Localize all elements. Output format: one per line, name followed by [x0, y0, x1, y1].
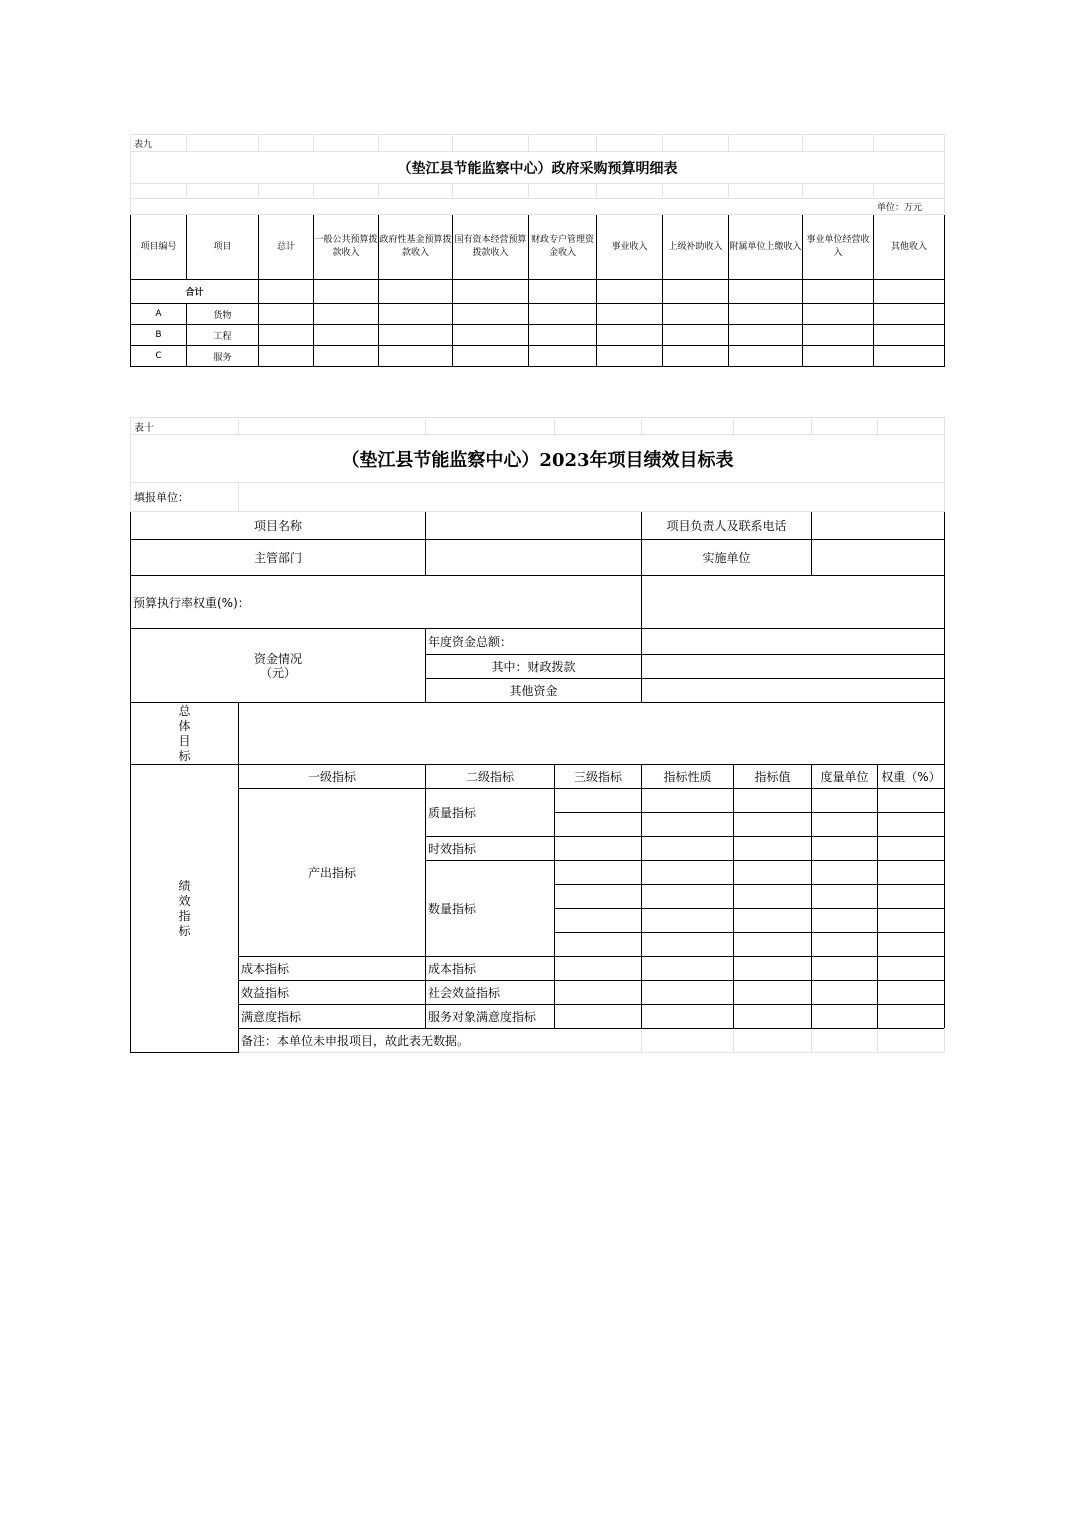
header-row [131, 215, 945, 280]
table-label: 表十 [131, 418, 239, 435]
header-cell: 总计 [259, 215, 314, 280]
unit-label: 单位：万元 [131, 199, 945, 215]
header-cell: 附属单位上缴收入 [729, 215, 803, 280]
annual-total-label: 年度资金总额： [426, 629, 642, 655]
indicator-header: 指标性质 [642, 765, 734, 789]
row-code: C [131, 346, 187, 367]
impl-unit-label: 实施单位 [642, 540, 812, 576]
header-cell: 财政专户管理资金收入 [529, 215, 597, 280]
header-cell: 项目 [187, 215, 259, 280]
header-cell: 一般公共预算拨款收入 [314, 215, 379, 280]
fiscal-label: 其中：财政拨款 [426, 655, 642, 679]
quantity-indicator: 数量指标 [426, 861, 555, 957]
cost-indicator-l2: 成本指标 [426, 957, 555, 981]
table-title: （垫江县节能监察中心）2023年项目绩效目标表 [131, 435, 945, 483]
header-cell: 政府性基金预算拨款收入 [379, 215, 453, 280]
satisfaction-indicator-l1: 满意度指标 [239, 1005, 426, 1029]
indicator-header: 权重（%） [878, 765, 945, 789]
performance-target-table [130, 417, 945, 1053]
row-name: 工程 [187, 325, 259, 346]
header-cell: 上级补助收入 [663, 215, 729, 280]
table-row [131, 346, 945, 367]
table-row [131, 304, 945, 325]
indicator-header: 三级指标 [555, 765, 642, 789]
benefit-indicator-l1: 效益指标 [239, 981, 426, 1005]
funds-label: 资金情况 （元） [131, 629, 426, 703]
row-code: A [131, 304, 187, 325]
total-label: 合计 [131, 280, 259, 304]
row-name: 货物 [187, 304, 259, 325]
header-cell: 事业单位经营收入 [803, 215, 874, 280]
note-text: 备注：本单位未申报项目，故此表无数据。 [239, 1029, 642, 1053]
output-indicator: 产出指标 [239, 789, 426, 957]
total-row [131, 280, 945, 304]
dept-label: 主管部门 [131, 540, 426, 576]
indicator-header: 度量单位 [812, 765, 878, 789]
header-cell: 其他收入 [874, 215, 945, 280]
row-name: 服务 [187, 346, 259, 367]
table-row [131, 325, 945, 346]
indicator-header: 一级指标 [239, 765, 426, 789]
table-label: 表九 [131, 135, 187, 152]
other-funds-label: 其他资金 [426, 679, 642, 703]
quality-indicator: 质量指标 [426, 789, 555, 837]
project-name-label: 项目名称 [131, 512, 426, 540]
cost-indicator-l1: 成本指标 [239, 957, 426, 981]
row-code: B [131, 325, 187, 346]
procurement-budget-table [130, 134, 945, 367]
benefit-indicator-l2: 社会效益指标 [426, 981, 555, 1005]
timeliness-indicator: 时效指标 [426, 837, 555, 861]
overall-goal-label: 总体目标 [131, 703, 239, 765]
table-title: （垫江县节能监察中心）政府采购预算明细表 [131, 152, 945, 184]
indicator-header: 指标值 [734, 765, 812, 789]
indicator-header: 二级指标 [426, 765, 555, 789]
perf-indicator-label: 绩效指标 [131, 765, 239, 1053]
filler-label: 填报单位： [131, 483, 239, 512]
header-cell: 事业收入 [597, 215, 663, 280]
satisfaction-indicator-l2: 服务对象满意度指标 [426, 1005, 555, 1029]
manager-contact-label: 项目负责人及联系电话 [642, 512, 812, 540]
header-cell: 项目编号 [131, 215, 187, 280]
budget-weight-label: 预算执行率权重(%)： [131, 576, 642, 629]
header-cell: 国有资本经营预算拨款收入 [453, 215, 529, 280]
